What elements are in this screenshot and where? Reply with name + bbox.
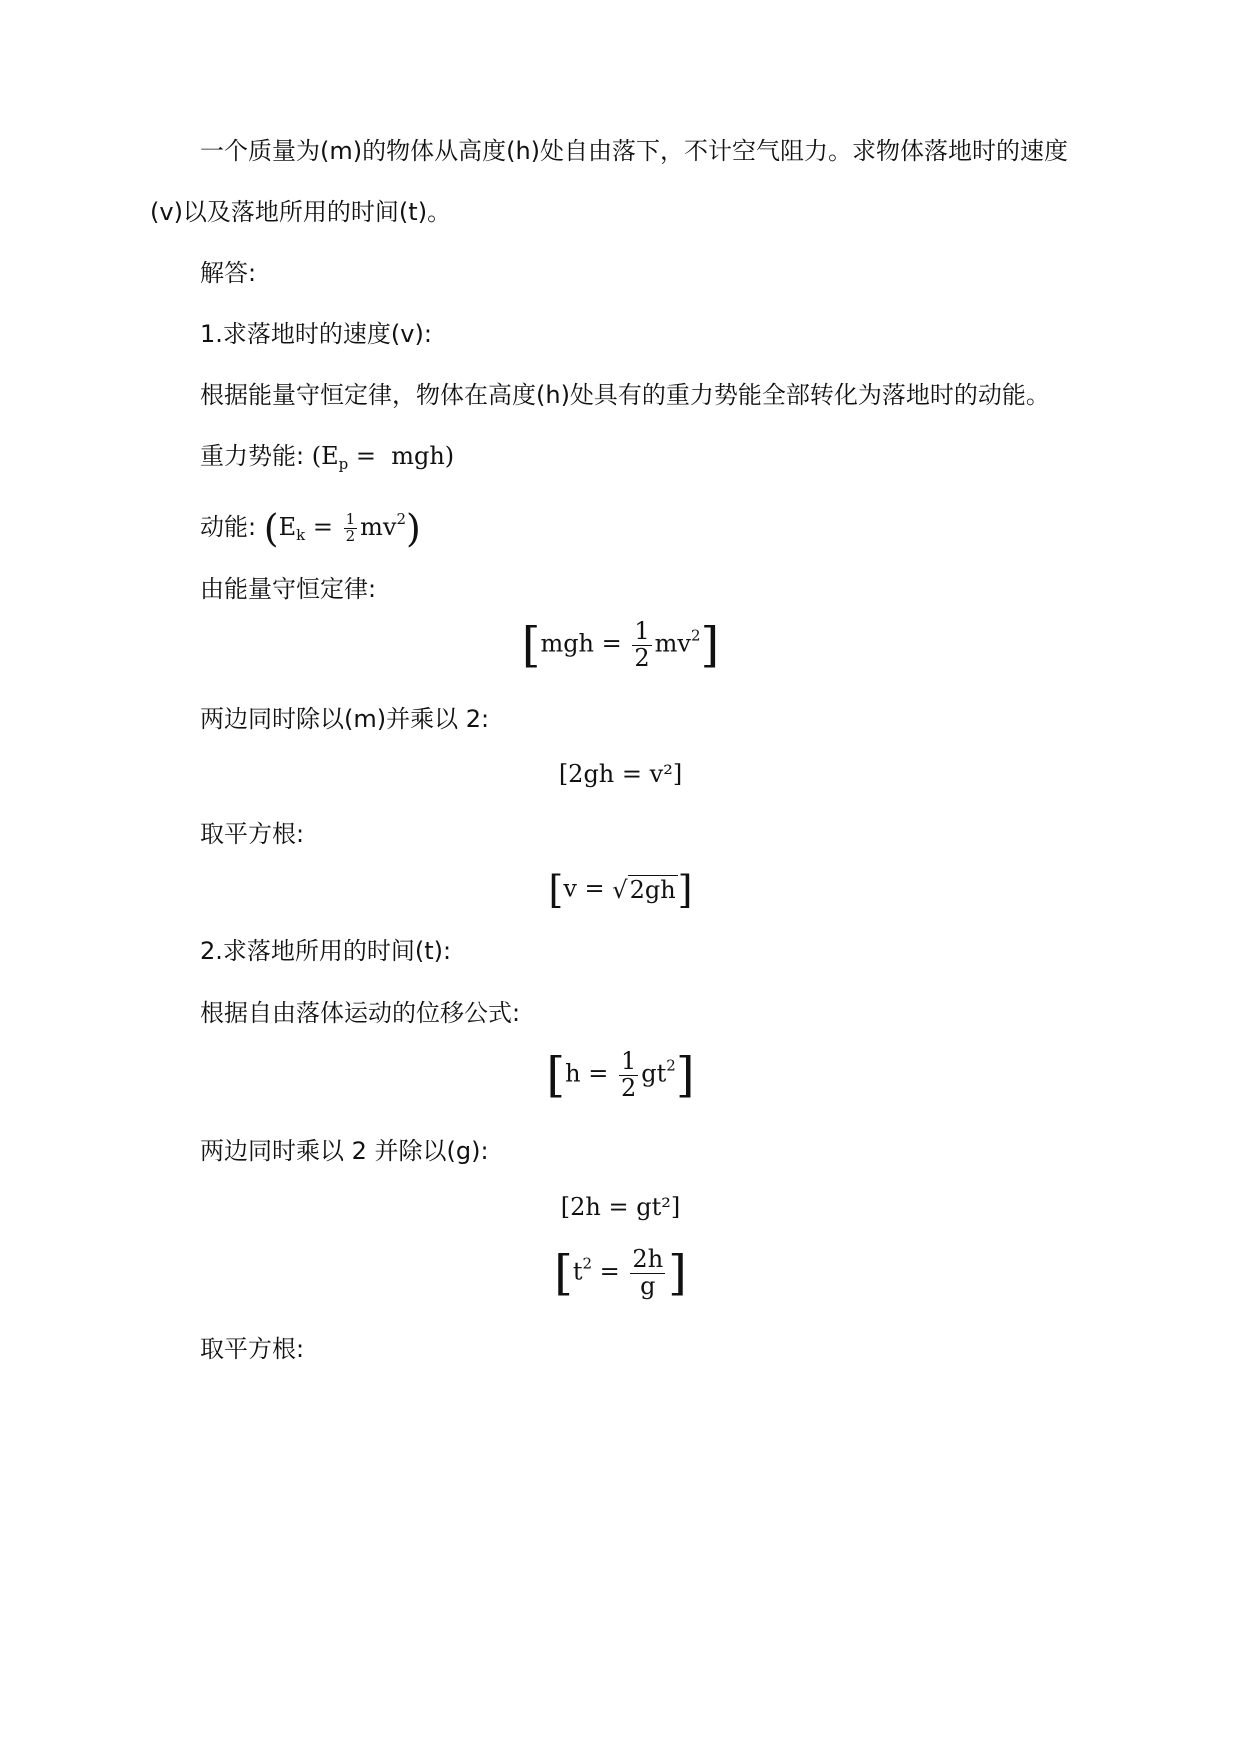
equation-v-sqrt: [v = √2gh] bbox=[548, 868, 693, 912]
part2-text: 根据自由落体运动的位移公式: bbox=[200, 999, 521, 1027]
kinetic-energy-line bbox=[200, 503, 421, 551]
part1-heading: 1.求落地时的速度(v): bbox=[200, 320, 432, 348]
problem-line-2: (v)以及落地所用的时间(t)。 bbox=[150, 198, 452, 226]
equation-mgh: [mgh = $\frac{1}{2}$ $mv^2$] bbox=[521, 617, 720, 673]
potential-energy-line bbox=[200, 440, 454, 480]
part2-step1: 两边同时乘以 2 并除以(g): bbox=[200, 1137, 489, 1165]
potential-formula: $(E_p = mgh)$ bbox=[311, 442, 455, 473]
part1-sqrt-label: 取平方根: bbox=[200, 820, 305, 848]
part1-step1: 两边同时除以(m)并乘以 2: bbox=[200, 705, 490, 733]
problem-line-1: 一个质量为(m)的物体从高度(h)处自由落下，不计空气阻力。求物体落地时的速度 bbox=[200, 137, 1069, 165]
equation-h: [h = $\frac{1}{2}$ $gt^2$] bbox=[546, 1047, 695, 1103]
part2-heading: 2.求落地所用的时间(t): bbox=[200, 937, 452, 965]
part2-sqrt-label: 取平方根: bbox=[200, 1335, 305, 1363]
equation-2gh: [2gh = v²] bbox=[558, 760, 683, 788]
equation-t-squared: [$t^2$ = $\frac{2h}{g}$ ] bbox=[554, 1245, 687, 1301]
potential-label: 重力势能: bbox=[200, 442, 305, 470]
kinetic-label: 动能: bbox=[200, 513, 257, 541]
kinetic-formula: ($E_k$ = $\frac{1}{2}$ $mv^2$) bbox=[263, 506, 421, 551]
part1-text: 根据能量守恒定律，物体在高度(h)处具有的重力势能全部转化为落地时的动能。 bbox=[200, 381, 1050, 409]
answer-label: 解答: bbox=[200, 259, 257, 287]
conservation-label: 由能量守恒定律: bbox=[200, 575, 377, 603]
equation-2h: [2h = gt²] bbox=[560, 1193, 681, 1221]
